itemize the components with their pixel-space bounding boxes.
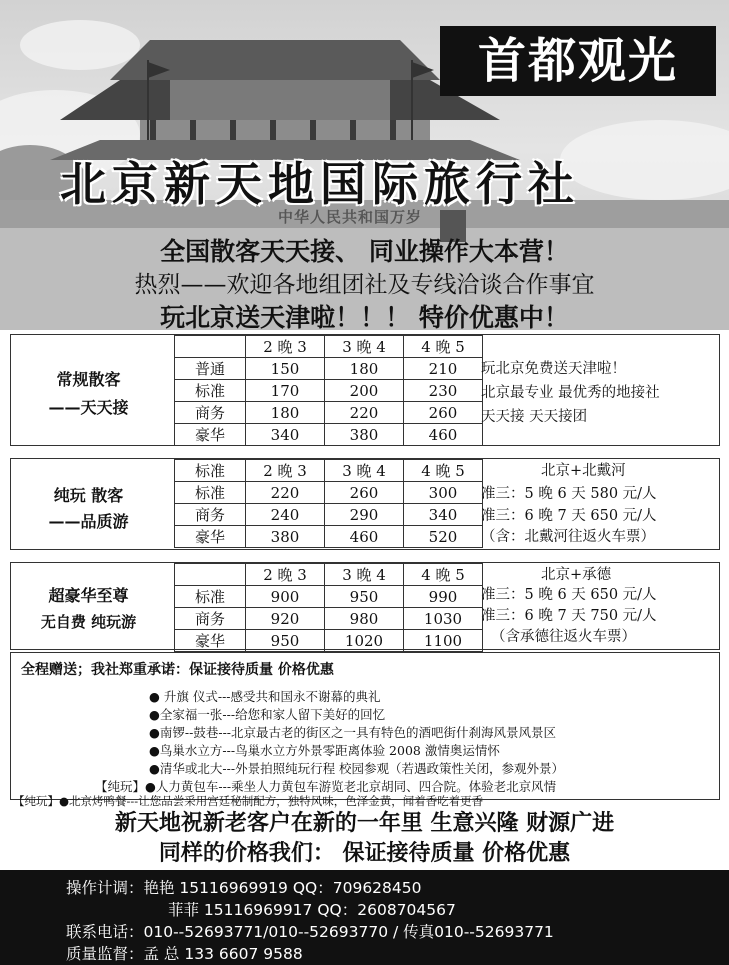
table-cell: 豪华	[175, 526, 246, 548]
section-sublabel: ——品质游	[48, 512, 129, 531]
section-note: 准三：5 晚 6 天 650 元/人	[481, 587, 657, 603]
table-row	[175, 504, 483, 526]
table-cell: 180	[325, 358, 404, 380]
table-cell: 340	[404, 504, 483, 526]
table-header-cell: 3 晚 4	[325, 336, 404, 358]
table-cell: 230	[404, 380, 483, 402]
section-note: 玩北京免费送天津啦！	[481, 361, 626, 377]
table-row	[175, 586, 483, 608]
section-note: 北京+北戴河	[541, 463, 626, 479]
table-cell: 220	[325, 402, 404, 424]
table-row	[175, 482, 483, 504]
closing-line-2: 同样的价格我们： 保证接待质量 价格优惠	[158, 841, 571, 866]
table-cell: 380	[246, 526, 325, 548]
closing-line-1: 新天地祝新老客户在新的一年里 生意兴隆 财源广进	[114, 811, 615, 836]
table-cell: 1100	[404, 630, 483, 652]
section-label: 常规散客	[56, 370, 121, 389]
section-note: （含：北戴河往返火车票）	[481, 529, 655, 545]
table-cell: 460	[325, 526, 404, 548]
table-cell: 普通	[175, 358, 246, 380]
table-row	[175, 358, 483, 380]
table-cell: 900	[246, 586, 325, 608]
gate-sign: 中华人民共和国万岁	[278, 208, 423, 226]
section-note: 准三：6 晚 7 天 650 元/人	[481, 508, 657, 524]
contact-footer	[0, 870, 729, 965]
section-label: 超豪华至尊	[48, 586, 129, 605]
table-cell: 980	[325, 608, 404, 630]
gifts-section	[10, 652, 720, 808]
table-cell: 标准	[175, 482, 246, 504]
price-section-pure-tour	[10, 458, 720, 550]
table-row	[175, 402, 483, 424]
table-cell: 200	[325, 380, 404, 402]
table-row	[175, 608, 483, 630]
table-header-cell: 3 晚 4	[325, 564, 404, 586]
table-header-cell: 2 晚 3	[246, 564, 325, 586]
brand-title: 首都观光	[440, 26, 716, 96]
list-item: 【纯玩】●北京烤鸭餐---让您品尝采用宫廷秘制配方，独特风味，色泽金黄，闻着香吃着更香	[13, 794, 484, 808]
table-cell: 150	[246, 358, 325, 380]
table-cell: 170	[246, 380, 325, 402]
table-cell: 300	[404, 482, 483, 504]
table-cell: 1030	[404, 608, 483, 630]
table-row	[175, 380, 483, 402]
section-sublabel: ——天天接	[48, 398, 129, 417]
table-cell: 标准	[175, 380, 246, 402]
price-section-regular	[10, 334, 720, 446]
table-cell: 950	[325, 586, 404, 608]
section-note: 准三：5 晚 6 天 580 元/人	[481, 486, 657, 502]
list-item: ●全家福一张---给您和家人留下美好的回忆	[149, 707, 386, 722]
table-cell: 210	[404, 358, 483, 380]
price-table	[174, 335, 483, 446]
table-cell: 240	[246, 504, 325, 526]
table-cell: 340	[246, 424, 325, 446]
table-cell: 1020	[325, 630, 404, 652]
section-note: （含承德往返火车票）	[491, 629, 636, 645]
table-header-cell: 4 晚 5	[404, 336, 483, 358]
table-header-cell: 2 晚 3	[246, 336, 325, 358]
contact-line: 操作计调：艳艳 15116969919 QQ：709628450	[66, 879, 422, 897]
table-cell: 260	[404, 402, 483, 424]
table-row	[175, 424, 483, 446]
table-cell: 商务	[175, 402, 246, 424]
section-note: 北京最专业 最优秀的地接社	[481, 385, 660, 401]
section-label: 纯玩 散客	[53, 486, 124, 505]
section-note: 天天接 天天接团	[481, 409, 588, 425]
table-cell: 260	[325, 482, 404, 504]
table-cell: 商务	[175, 608, 246, 630]
list-item: 【纯玩】●人力黄包车---乘坐人力黄包车游览老北京胡同、四合院。体验老北京风情	[95, 779, 557, 794]
price-table	[174, 459, 483, 548]
table-cell: 460	[404, 424, 483, 446]
table-header-cell	[175, 336, 246, 358]
hero-banner	[0, 0, 729, 330]
table-header-cell	[175, 564, 246, 586]
gifts-title: 全程赠送；我社郑重承诺：保证接待质量 价格优惠	[21, 662, 334, 678]
contact-line: 质量监督：孟 总 133 6607 9588	[66, 945, 303, 963]
table-row	[175, 630, 483, 652]
table-cell: 290	[325, 504, 404, 526]
list-item: ●清华或北大---外景拍照纯玩行程 校园参观（若遇政策性关闭，参观外景）	[149, 761, 565, 776]
contact-line: 联系电话：010--52693771/010--52693770 / 传真010--52693771	[66, 923, 554, 941]
agency-name: 北京新天地国际旅行社	[60, 157, 580, 211]
table-header-cell: 4 晚 5	[404, 564, 483, 586]
table-cell: 标准	[175, 586, 246, 608]
table-header-cell: 4 晚 5	[404, 460, 483, 482]
section-sublabel: 无自费 纯玩游	[40, 613, 137, 631]
price-section-luxury	[10, 562, 720, 650]
table-row	[175, 526, 483, 548]
price-table	[174, 563, 483, 652]
list-item: ●南锣--鼓巷---北京最古老的街区之一具有特色的酒吧街什刹海风景风景区	[149, 725, 557, 740]
list-item: ● 升旗 仪式---感受共和国永不谢幕的典礼	[149, 689, 381, 704]
table-cell: 180	[246, 402, 325, 424]
table-cell: 豪华	[175, 424, 246, 446]
table-header-cell: 3 晚 4	[325, 460, 404, 482]
table-header-cell: 标准	[175, 460, 246, 482]
slogan-line-2: 热烈——欢迎各地组团社及专线洽谈合作事宜	[134, 272, 595, 298]
section-note: 北京+承德	[541, 567, 612, 583]
list-item: ●鸟巢水立方---鸟巢水立方外景零距离体验 2008 激情奥运情怀	[149, 743, 500, 758]
contact-line: 菲菲 15116969917 QQ：2608704567	[168, 901, 456, 919]
table-cell: 商务	[175, 504, 246, 526]
slogan-line-3: 玩北京送天津啦！！！ 特价优惠中！	[160, 303, 569, 330]
table-cell: 920	[246, 608, 325, 630]
table-cell: 990	[404, 586, 483, 608]
table-cell: 220	[246, 482, 325, 504]
section-note: 准三：6 晚 7 天 750 元/人	[481, 608, 657, 624]
slogan-line-1: 全国散客天天接、 同业操作大本营！	[160, 237, 569, 266]
table-cell: 380	[325, 424, 404, 446]
table-header-cell: 2 晚 3	[246, 460, 325, 482]
table-cell: 豪华	[175, 630, 246, 652]
table-cell: 950	[246, 630, 325, 652]
table-cell: 520	[404, 526, 483, 548]
